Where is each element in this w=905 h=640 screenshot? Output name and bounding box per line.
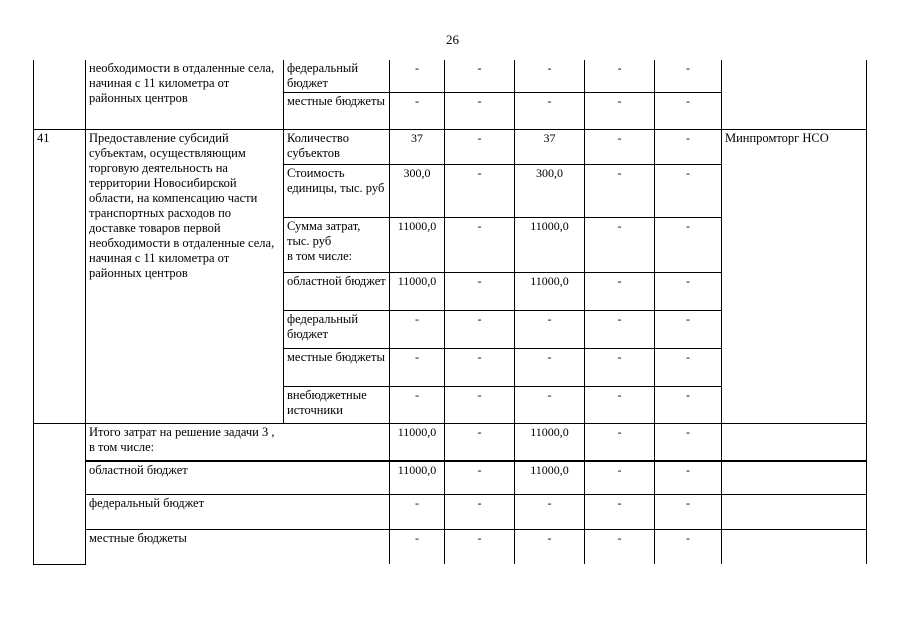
total-value-2: - <box>445 424 515 462</box>
cont-value-2: - <box>445 93 515 130</box>
funding-source-cell: областной бюджет <box>284 273 390 311</box>
row-number-cell: 41 <box>34 130 86 424</box>
total-label-cell: местные бюджеты <box>86 530 390 565</box>
item41-value-5: - <box>655 130 722 165</box>
item41-value-3: 11000,0 <box>515 218 585 273</box>
total-value-1: - <box>390 530 445 565</box>
item41-value-4: - <box>585 349 655 387</box>
total-label-cell: областной бюджет <box>86 461 390 495</box>
program-table <box>33 60 867 565</box>
agency-cell <box>722 461 867 495</box>
item41-value-5: - <box>655 387 722 424</box>
item41-value-3: 300,0 <box>515 165 585 218</box>
total-value-3: 11000,0 <box>515 424 585 462</box>
total-value-1: - <box>390 495 445 530</box>
total-label-cell: Итого затрат на решение задачи 3 , в том числе: <box>86 424 390 462</box>
total-value-5: - <box>655 461 722 495</box>
total-value-3: 11000,0 <box>515 461 585 495</box>
item41-value-1: - <box>390 349 445 387</box>
item41-value-5: - <box>655 218 722 273</box>
total-value-1: 11000,0 <box>390 424 445 462</box>
cont-value-3: - <box>515 60 585 93</box>
item41-value-3: - <box>515 387 585 424</box>
total-value-4: - <box>585 530 655 565</box>
agency-cell <box>722 495 867 530</box>
item41-value-3: 37 <box>515 130 585 165</box>
cont-value-4: - <box>585 60 655 93</box>
funding-source-cell: федеральный бюджет <box>284 311 390 349</box>
item41-value-4: - <box>585 165 655 218</box>
item41-value-4: - <box>585 387 655 424</box>
item41-value-2: - <box>445 218 515 273</box>
item41-value-2: - <box>445 311 515 349</box>
funding-source-cell: Количество субъектов <box>284 130 390 165</box>
total-value-2: - <box>445 530 515 565</box>
total-row <box>34 530 867 565</box>
cont-value-1: - <box>390 60 445 93</box>
total-label-cell: федеральный бюджет <box>86 495 390 530</box>
total-value-1: 11000,0 <box>390 461 445 495</box>
funding-source-cell: федеральный бюджет <box>284 60 390 93</box>
item41-value-1: 37 <box>390 130 445 165</box>
activity-name-cell: необходимости в отдаленные села, начиная с 11 километра от районных центров <box>86 60 284 130</box>
total-value-4: - <box>585 461 655 495</box>
funding-source-cell: Сумма затрат, тыс. руб в том числе: <box>284 218 390 273</box>
item41-value-2: - <box>445 349 515 387</box>
row-number-cell <box>34 60 86 130</box>
cont-value-4: - <box>585 93 655 130</box>
item41-value-5: - <box>655 311 722 349</box>
total-value-4: - <box>585 495 655 530</box>
funding-source-cell: местные бюджеты <box>284 349 390 387</box>
agency-cell: Минпромторг НСО <box>722 130 867 424</box>
item41-value-1: - <box>390 387 445 424</box>
item41-value-4: - <box>585 311 655 349</box>
item41-value-4: - <box>585 130 655 165</box>
table-row <box>34 60 867 93</box>
funding-source-cell: внебюджетные источники <box>284 387 390 424</box>
item41-value-2: - <box>445 165 515 218</box>
table-row <box>34 130 867 165</box>
item41-value-2: - <box>445 130 515 165</box>
item41-value-1: 300,0 <box>390 165 445 218</box>
item41-value-3: 11000,0 <box>515 273 585 311</box>
agency-cell <box>722 60 867 130</box>
total-value-4: - <box>585 424 655 462</box>
total-row <box>34 461 867 495</box>
item41-value-4: - <box>585 218 655 273</box>
agency-cell <box>722 424 867 462</box>
item41-value-3: - <box>515 311 585 349</box>
total-value-3: - <box>515 495 585 530</box>
item41-value-5: - <box>655 165 722 218</box>
funding-source-cell: местные бюджеты <box>284 93 390 130</box>
cont-value-2: - <box>445 60 515 93</box>
total-value-2: - <box>445 461 515 495</box>
cont-value-1: - <box>390 93 445 130</box>
total-row <box>34 495 867 530</box>
item41-value-1: 11000,0 <box>390 273 445 311</box>
item41-value-5: - <box>655 349 722 387</box>
agency-cell <box>722 530 867 565</box>
item41-value-5: - <box>655 273 722 311</box>
item41-value-2: - <box>445 273 515 311</box>
total-row <box>34 424 867 462</box>
total-value-5: - <box>655 495 722 530</box>
total-value-5: - <box>655 424 722 462</box>
item41-value-1: - <box>390 311 445 349</box>
item41-value-4: - <box>585 273 655 311</box>
page-number: 26 <box>446 32 459 47</box>
item41-value-2: - <box>445 387 515 424</box>
item41-value-1: 11000,0 <box>390 218 445 273</box>
cont-value-5: - <box>655 60 722 93</box>
activity-name-cell: Предоставление субсидий субъектам, осуществляющим торговую деятельность на территории Новосибирской области, на компенсацию части транспортных расходов по доставке товаров первой необходимости в отдаленные села, начиная с 11 километра от районных центров <box>86 130 284 424</box>
cont-value-5: - <box>655 93 722 130</box>
total-value-2: - <box>445 495 515 530</box>
item41-value-3: - <box>515 349 585 387</box>
row-number-cell <box>34 424 86 565</box>
total-value-3: - <box>515 530 585 565</box>
total-value-5: - <box>655 530 722 565</box>
funding-source-cell: Стоимость единицы, тыс. руб <box>284 165 390 218</box>
cont-value-3: - <box>515 93 585 130</box>
